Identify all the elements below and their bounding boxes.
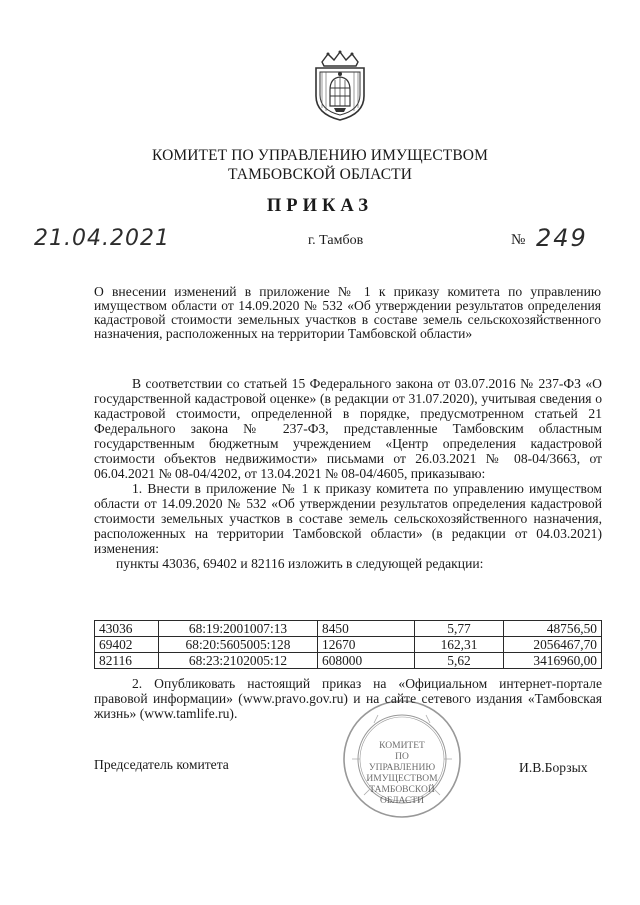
table-row — [95, 637, 602, 653]
table-cell: 12670 — [318, 637, 415, 653]
table-cell: 68:23:2102005:12 — [159, 653, 318, 669]
stamp-line-2: ПО УПРАВЛЕНИЮ — [368, 752, 436, 773]
number-sign: № — [511, 232, 526, 248]
table-cell: 48756,50 — [504, 621, 602, 637]
signatory-role: Председатель комитета — [94, 757, 229, 772]
table-cell: 68:19:2001007:13 — [159, 621, 318, 637]
handwritten-date: 21.04.2021 — [34, 226, 170, 251]
handwritten-order-number: 249 — [536, 224, 588, 252]
table-row — [95, 621, 602, 637]
document-title: ПРИКАЗ — [266, 196, 374, 216]
signatory-name: И.В.Борзых — [519, 760, 588, 775]
cadastral-value-table — [94, 620, 602, 669]
table-row — [95, 653, 602, 669]
table-cell: 8450 — [318, 621, 415, 637]
table-cell: 69402 — [95, 637, 159, 653]
coat-of-arms-emblem — [310, 48, 370, 122]
item-1-subparagraph: пункты 43036, 69402 и 82116 изложить в следующей редакции: — [116, 556, 484, 571]
table-cell: 5,77 — [415, 621, 504, 637]
organization-line-1: КОМИТЕТ ПО УПРАВЛЕНИЮ ИМУЩЕСТВОМ — [152, 147, 488, 164]
organization-line-2: ТАМБОВСКОЙ ОБЛАСТИ — [228, 166, 412, 183]
stamp-line-1: КОМИТЕТ — [379, 741, 425, 751]
table-cell: 68:20:5605005:128 — [159, 637, 318, 653]
stamp-text — [362, 741, 442, 807]
table-cell: 5,62 — [415, 653, 504, 669]
order-subject: О внесении изменений в приложение № 1 к приказу комитета по управлению имуществом области от 14.09.2020 № 532 «Об утверждении результатов определения кадастровой стоимости земельных участков в составе земель сельскохозяйственного назначения, расположенных на территории Тамбовской области» — [94, 284, 601, 341]
table-cell: 43036 — [95, 621, 159, 637]
organization-name — [0, 146, 640, 184]
table-cell: 2056467,70 — [504, 637, 602, 653]
item-1-paragraph: 1. Внести в приложение № 1 к приказу комитета по управлению имуществом области от 14.09.2020 № 532 «Об утверждении результатов определения кадастровой стоимости земельных участков в составе земель сельскохозяйственного назначения, расположенных на территории Тамбовской области» (в редакции от 04.03.2021) изменения: — [94, 481, 602, 556]
city-name: г. Тамбов — [308, 233, 364, 248]
order-body — [94, 376, 602, 571]
preamble-paragraph: В соответствии со статьей 15 Федерального закона от 03.07.2016 № 237-ФЗ «О государственной кадастровой оценке» (в редакции от 31.07.2020), учитывая сведения о кадастровой стоимости, определенной в порядке, предусмотренном статьей 21 Федерального закона № 237-ФЗ, представленные Тамбовским областным государственным бюджетным учреждением «Центр определения кадастровой стоимости объектов недвижимости» письмами от 26.03.2021 № 08-04/3663, от 06.04.2021 № 08-04/4202, от 13.04.2021 № 08-04/4605, приказываю: — [94, 376, 602, 481]
table-cell: 162,31 — [415, 637, 504, 653]
item-2-paragraph: 2. Опубликовать настоящий приказ на «Официальном интернет-портале правовой информации» (www.pravo.gov.ru) и на сайте сетевого издания «Тамбовская жизнь» (www.tamlife.ru). — [94, 676, 602, 721]
table-cell: 3416960,00 — [504, 653, 602, 669]
stamp-line-4: ТАМБОВСКОЙ — [369, 785, 435, 795]
stamp-line-3: ИМУЩЕСТВОМ — [366, 774, 438, 784]
stamp-line-5: ОБЛАСТИ — [380, 796, 424, 806]
table-cell: 608000 — [318, 653, 415, 669]
table-cell: 82116 — [95, 653, 159, 669]
